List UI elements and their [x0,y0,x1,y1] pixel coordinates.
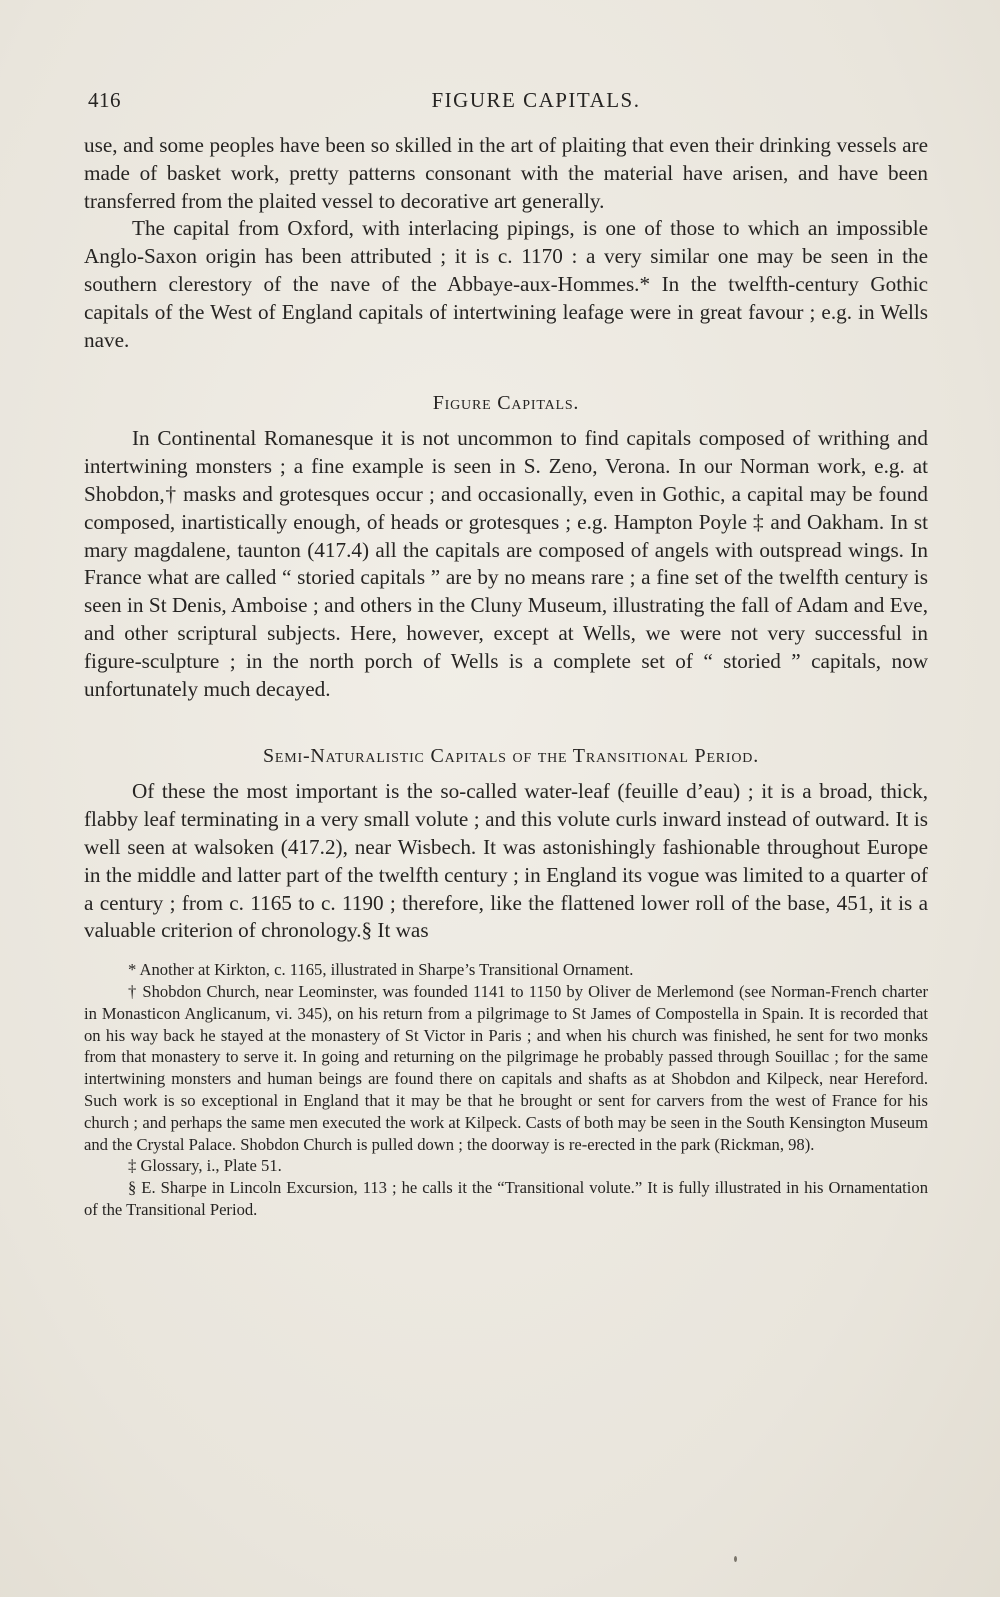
paragraph-plaiting: use, and some peoples have been so skilled in the art of plaiting that even their drinking vessels are made of basket work, pretty patterns consonant with the material have arisen, and have been transferred from the plaited vessel to decorative art generally. [84,133,928,213]
paragraph-oxford-capital: The capital from Oxford, with interlacing pipings, is one of those to which an impossible Anglo-Saxon origin has been attributed ; it is c. 1170 : a very similar one may be seen in the southern clerestory of the nave of the Abbaye-aux-Hommes.* In the twelfth-century Gothic capitals of the West of England capitals of intertwining leafage were in great favour ; e.g. in Wells nave. [84,216,928,352]
section-heading-figure-capitals: Figure Capitals. [432,392,580,415]
footnote-dagger: † Shobdon Church, near Leominster, was founded 1141 to 1150 by Oliver de Merlemond (see Norman-French charter in Monasticon Anglicanum, vi. 345), on his return from a pilgrimage to St James of Compostella in Spain. It is recorded that on his way back he stayed at the monastery of St Victor in Paris ; and when his church was finished, he sent for two monks from that monastery to serve it. In going and returning on the pilgrimage he probably passed through Souillac ; for the same intertwining monsters and human beings are found there on capitals and shafts as at Shobdon and Kilpeck, near Hereford. Such work is so exceptional in England that it may be that he brought or sent for carvers from the west of France for his church ; and perhaps the same men executed the work at Kilpeck. Casts of both may be seen in the South Kensington Museum and the Crystal Palace. Shobdon Church is pulled down ; the doorway is re-erected in the park (Rickman, 98). [84,981,928,1154]
footnotes [84,959,928,1221]
paper-speck [734,1556,737,1562]
footnote-section: § E. Sharpe in Lincoln Excursion, 113 ; he calls it the “Transitional volute.” It is fully illustrated in his Ornamentation of the Transitional Period. [84,1178,928,1219]
running-head [84,88,928,122]
paragraph-water-leaf: Of these the most important is the so-called water-leaf (feuille d’eau) ; it is a broad, thick, flabby leaf terminating in a very small volute ; and this volute curls inward instead of outward. It is well seen at walsoken (417.2), near Wisbech. It was astonishingly fashionable throughout Europe in the middle and latter part of the twelfth century ; in England its vogue was limited to a quarter of a century ; from c. 1165 to c. 1190 ; therefore, like the flattened lower roll of the base, 451, it is a valuable criterion of chronology.§ It was [84,779,928,943]
page-number: 416 [88,88,121,112]
running-title: FIGURE CAPITALS. [431,88,641,112]
footnote-double-dagger: ‡ Glossary, i., Plate 51. [128,1156,282,1176]
section-heading-semi-naturalistic: Semi-Naturalistic Capitals of the Transitional Period. [262,745,760,768]
footnote-asterisk: * Another at Kirkton, c. 1165, illustrated in Sharpe’s Transitional Ornament. [128,960,634,980]
paragraph-figure-capitals: In Continental Romanesque it is not uncommon to find capitals composed of writhing and intertwining monsters ; a fine example is seen in S. Zeno, Verona. In our Norman work, e.g. at Shobdon,† masks and grotesques occur ; and occasionally, even in Gothic, a capital may be found composed, inartistically enough, of heads or grotesques ; e.g. Hampton Poyle ‡ and Oakham. In st mary magdalene, taunton (417.4) all the capitals are composed of angels with outspread wings. In France what are called “ storied capitals ” are by no means rare ; a fine set of the twelfth century is seen in St Denis, Amboise ; and others in the Cluny Museum, illustrating the fall of Adam and Eve, and other scriptural subjects. Here, however, except at Wells, we were not very successful in figure-sculpture ; in the north porch of Wells is a complete set of “ storied ” capitals, now unfortunately much decayed. [84,426,928,701]
body-text [84,132,928,945]
